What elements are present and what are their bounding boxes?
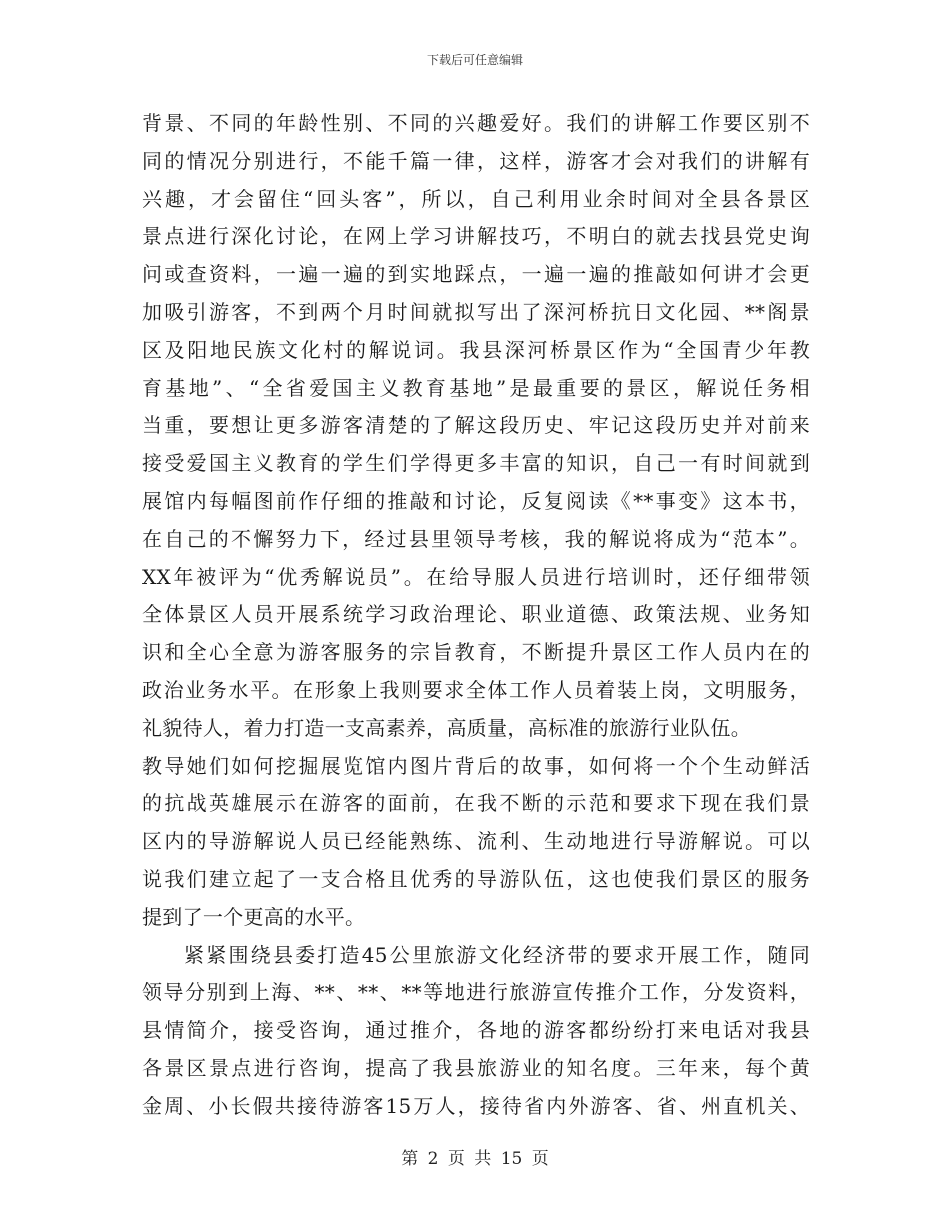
page-header: 下载后可任意编辑 [426,53,523,67]
text-line: 紧紧围绕县委打造45公里旅游文化经济带的要求开展工作，随同 [184,942,810,967]
text-line: 同的情况分别进行，不能千篇一律，这样，游客才会对我们的讲解有 [142,148,810,173]
text-line: 的抗战英雄展示在游客的面前，在我不断的示范和要求下现在我们景 [142,791,810,816]
text-line: 礼貌待人，着力打造一支高素养，高质量，高标准的旅游行业队伍。 [142,715,751,740]
text-line: 政治业务水平。在形象上我则要求全体工作人员着装上岗，文明服务， [142,677,810,702]
text-line: 加吸引游客，不到两个月时间就拟写出了深河桥抗日文化园、**阁景 [142,299,810,324]
document-body [142,105,810,1126]
page-footer: 第 2 页 共 15 页 [401,1149,549,1169]
text-line: 区内的导游解说人员已经能熟练、流利、生动地进行导游解说。可以 [142,829,810,854]
text-line: 问或查资料，一遍一遍的到实地踩点，一遍一遍的推敲如何讲才会更 [142,262,810,287]
text-line: 提到了一个更高的水平。 [142,904,366,929]
text-line: 领导分别到上海、**、**、**等地进行旅游宣传推介工作，分发资料， [142,980,810,1005]
text-line: 全体景区人员开展系统学习政治理论、职业道德、政策法规、业务知 [142,602,810,627]
text-line: 当重，要想让更多游客清楚的了解这段历史、牢记这段历史并对前来 [142,413,810,438]
text-line: 育基地”、“全省爱国主义教育基地”是最重要的景区，解说任务相 [142,375,810,400]
text-line: 各景区景点进行咨询，提高了我县旅游业的知名度。三年来，每个黄 [142,1055,810,1080]
text-line: 教导她们如何挖掘展览馆内图片背后的故事，如何将一个个生动鲜活 [142,753,810,778]
text-line: 金周、小长假共接待游客15万人，接待省内外游客、省、州直机关、 [142,1093,810,1118]
text-line: 展馆内每幅图前作仔细的推敲和讨论，反复阅读《**事变》这本书， [142,488,810,513]
text-line: 说我们建立起了一支合格且优秀的导游队伍，这也使我们景区的服务 [142,866,810,891]
text-line: 兴趣，才会留住“回头客”，所以，自己利用业余时间对全县各景区 [142,186,810,211]
text-line: 景点进行深化讨论，在网上学习讲解技巧，不明白的就去找县党史询 [142,224,810,249]
text-line: XX年被评为“优秀解说员”。在给导服人员进行培训时，还仔细带领 [142,564,810,589]
text-line: 县情简介，接受咨询，通过推介，各地的游客都纷纷打来电话对我县 [142,1018,810,1043]
text-line: 在自己的不懈努力下，经过县里领导考核，我的解说将成为“范本”。 [142,526,810,551]
text-line: 接受爱国主义教育的学生们学得更多丰富的知识，自己一有时间就到 [142,451,810,476]
text-line: 背景、不同的年龄性别、不同的兴趣爱好。我们的讲解工作要区别不 [142,111,810,135]
text-line: 识和全心全意为游客服务的宗旨教育，不断提升景区工作人员内在的 [142,640,810,665]
text-line: 区及阳地民族文化村的解说词。我县深河桥景区作为“全国青少年教 [142,337,810,362]
